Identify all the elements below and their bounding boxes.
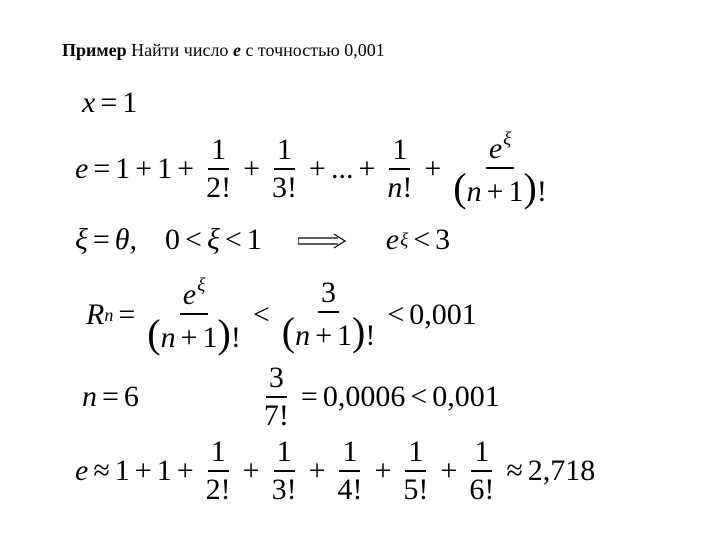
formula-e-approximation: [75, 437, 595, 505]
equals-sign: =: [300, 380, 318, 413]
denominator: [144, 311, 244, 356]
left-paren: (: [453, 165, 467, 210]
term-one: 1: [156, 454, 172, 487]
approx-sign: ≈: [93, 454, 110, 487]
var-r: R: [86, 297, 105, 331]
fraction-1-over-3-factorial: [269, 437, 300, 505]
fraction-1-over-2-factorial: [203, 132, 234, 204]
ellipsis: ...: [330, 151, 354, 185]
numerator: 1: [274, 437, 295, 472]
right-paren: ): [352, 309, 366, 354]
value-three: 3: [435, 223, 451, 256]
heading-text-before: Найти число: [126, 40, 233, 60]
implies-arrow-icon: [298, 225, 346, 255]
term-one: 1: [157, 151, 173, 185]
denominator: 4!: [337, 473, 363, 506]
approx-sign: ≈: [506, 454, 523, 487]
numerator: [486, 130, 514, 169]
less-than-sign: <: [252, 297, 270, 331]
numerator: 1: [389, 135, 410, 170]
example-heading: [62, 40, 385, 61]
denominator: 5!: [403, 473, 429, 506]
var-xi: ξ: [206, 223, 220, 256]
exponent-xi: ξ: [503, 129, 512, 150]
plus-sign: +: [315, 319, 332, 352]
denominator: [450, 165, 550, 210]
fraction-1-over-6-factorial: [466, 437, 497, 505]
value-precision: 0,001: [432, 380, 500, 413]
var-theta: θ: [114, 223, 130, 256]
heading-var-e: e: [232, 40, 241, 60]
plus-sign: +: [177, 151, 195, 185]
formula-remainder-estimate: [86, 275, 477, 356]
example-label: Пример: [62, 40, 127, 60]
var-e: e: [75, 454, 89, 487]
plus-sign: +: [135, 151, 153, 185]
plus-sign: +: [180, 321, 198, 354]
less-than-sign: <: [387, 297, 405, 331]
fraction-1-over-n-factorial: [384, 132, 415, 204]
exponent-xi: ξ: [197, 275, 206, 296]
var-n: n: [466, 175, 482, 208]
equals-sign: =: [92, 223, 110, 256]
numerator: 1: [274, 135, 295, 170]
var-e: e: [385, 223, 400, 256]
value-precision: 0,001: [409, 297, 477, 331]
plus-sign: +: [486, 175, 504, 208]
fraction-1-over-3-factorial: [269, 132, 300, 204]
less-than-sign: <: [410, 380, 428, 413]
right-paren: ): [523, 165, 537, 210]
var-e: e: [75, 151, 89, 185]
result-value: 2,718: [527, 454, 596, 487]
plus-sign: +: [374, 454, 392, 487]
numerator: 1: [405, 437, 426, 472]
var-x: x: [82, 86, 96, 119]
subscript-n: n: [104, 304, 114, 325]
denominator: 6!: [469, 473, 495, 506]
value-zero: 0: [165, 223, 181, 256]
numerator: 1: [471, 437, 492, 472]
plus-sign: +: [358, 151, 376, 185]
var-n: n: [295, 319, 311, 352]
denominator: [279, 309, 379, 354]
left-paren: (: [147, 311, 161, 356]
value-one: 1: [246, 223, 262, 256]
value-remainder: 0,0006: [322, 380, 406, 413]
formula-e-series: [75, 129, 554, 210]
formula-n-equals-6: [82, 363, 500, 431]
var-n: n: [387, 170, 403, 204]
factorial-sign: !: [536, 175, 547, 208]
denominator: 2!: [206, 170, 232, 204]
term-one: 1: [115, 151, 131, 185]
fraction-1-over-4-factorial: [334, 437, 365, 505]
heading-text-after: с точностью 0,001: [240, 40, 385, 60]
left-paren: (: [281, 309, 296, 354]
numerator: [180, 276, 208, 315]
denominator: [384, 170, 415, 203]
numerator: 3: [318, 278, 339, 313]
term-one: 1: [114, 454, 130, 487]
comma: ,: [129, 223, 138, 256]
equals-sign: =: [100, 86, 118, 119]
less-than-sign: <: [224, 223, 242, 256]
plus-sign: +: [176, 454, 194, 487]
numerator: 1: [339, 437, 360, 472]
denominator: 3!: [271, 473, 297, 506]
plus-sign: +: [308, 454, 326, 487]
less-than-sign: <: [413, 223, 431, 256]
value-one: 1: [508, 175, 524, 208]
var-n: n: [82, 380, 97, 413]
equals-sign: =: [102, 380, 119, 413]
denominator: 2!: [205, 473, 231, 506]
right-paren: ): [217, 311, 231, 356]
factorial-sign: !: [230, 321, 241, 354]
exponent-xi: ξ: [400, 229, 409, 251]
fraction-remainder-term: [450, 129, 550, 210]
denominator: 3!: [272, 170, 298, 204]
denominator: 7!: [263, 399, 289, 432]
var-e: e: [182, 278, 197, 311]
formula-x-equals-1: [82, 88, 137, 118]
factorial-sign: !: [365, 319, 376, 352]
var-xi: ξ: [75, 223, 88, 256]
fraction-three-over-factorial: [279, 276, 379, 354]
value-one: 1: [202, 321, 218, 354]
fraction-1-over-5-factorial: [400, 437, 431, 505]
var-n: n: [160, 321, 176, 354]
plus-sign: +: [309, 151, 326, 185]
numerator: 1: [208, 135, 229, 170]
less-than-sign: <: [185, 223, 202, 256]
fraction-3-over-7-factorial: [261, 363, 292, 431]
numerator: 1: [208, 437, 229, 472]
fraction-remainder-term: [144, 275, 244, 356]
equals-sign: =: [118, 297, 136, 331]
formula-xi-bounds: [75, 225, 450, 255]
var-e: e: [488, 132, 503, 165]
numerator: 3: [266, 363, 287, 398]
plus-sign: +: [242, 454, 260, 487]
fraction-1-over-2-factorial: [203, 437, 234, 505]
plus-sign: +: [424, 151, 442, 185]
value-one: 1: [122, 86, 138, 119]
value-six: 6: [123, 380, 139, 413]
equals-sign: =: [93, 151, 111, 185]
implies-arrow-shape: [298, 233, 346, 249]
value-one: 1: [337, 319, 352, 352]
factorial-sign: !: [402, 170, 413, 204]
plus-sign: +: [134, 454, 152, 487]
plus-sign: +: [243, 151, 261, 185]
plus-sign: +: [440, 454, 458, 487]
